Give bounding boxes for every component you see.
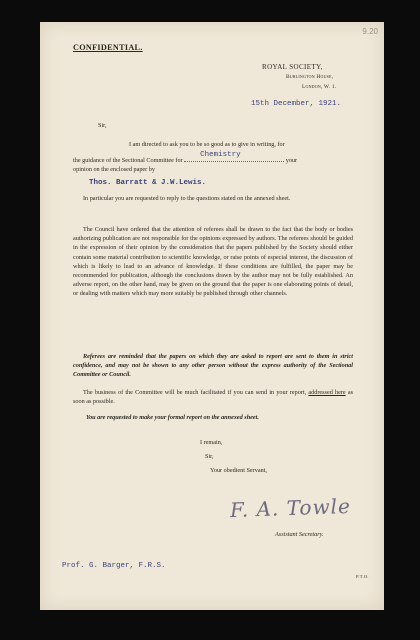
paragraph-6: You are requested to make your formal report on the annexed sheet. — [86, 414, 259, 421]
paragraph-3: The Council have ordered that the attention of referees shall be drawn to the fact that the body or bodies authorizing publication are not responsible for the opinions expressed by authors. The referees should be guided in the expression of their opinion by the consideration that the papers published by the Society should either contain some material contribution to scientific knowledge, or raise points of especial interest, the discussion of which is likely to lead to an advance of knowledge. If these conditions are fulfilled, the paper may be recommended for publication, although the conclusions drawn by the author may not be fully established. An adverse report, on the other hand, may be given on the ground that the paper is one elaborating points of detail, or dealing with matters which may more suitably be published through other channels. — [73, 226, 353, 298]
salutation: Sir, — [98, 122, 107, 129]
pto-mark: P.T.O. — [356, 574, 369, 579]
paragraph-1-line-2 — [73, 151, 353, 164]
committee-field — [184, 151, 284, 162]
paragraph-5-pre: The business of the Committee will be much facilitated if you can send in your report, — [83, 389, 307, 396]
paragraph-2: In particular you are requested to reply to the questions stated on the annexed sheet. — [83, 195, 291, 202]
confidential-heading: CONFIDENTIAL. — [73, 43, 143, 52]
signatory-title: Assistant Secretary. — [275, 531, 324, 538]
paper-authors: Thos. Barratt & J.W.Lewis. — [89, 179, 207, 187]
paragraph-1-line-1: I am directed to ask you to be so good as to give in writing, for — [129, 141, 285, 148]
committee-pre: the guidance of the Sectional Committee for — [73, 157, 183, 164]
address-line-3: London, W. 1. — [302, 84, 337, 90]
address-line-2: Burlington House, — [286, 74, 334, 80]
recipient: Prof. G. Barger, F.R.S. — [62, 562, 166, 570]
paragraph-1-line-3: opinion on the enclosed paper by — [73, 166, 155, 173]
paragraph-5-post: as soon as possible. — [73, 389, 354, 406]
closing-line-3: Your obedient Servant, — [210, 467, 267, 474]
committee-post: your — [285, 157, 298, 164]
paragraph-5-underlined: addressed here — [308, 389, 346, 396]
paragraph-4: Referees are reminded that the papers on which they are asked to report are sent to them in strict confidence, and may not be shown to any other person without the express authority of the Sectional Committee or Council. — [73, 353, 353, 379]
letter-date: 15th December, 1921. — [251, 100, 342, 108]
letter-sheet — [40, 22, 384, 610]
closing-line-1: I remain, — [200, 439, 223, 446]
closing-line-2: Sir, — [205, 453, 214, 460]
archive-reference: 9.20 — [362, 27, 378, 36]
signature: F. A. Towle — [229, 493, 352, 523]
address-line-1: ROYAL SOCIETY, — [262, 63, 323, 71]
committee-name: Chemistry — [200, 151, 241, 159]
paragraph-5 — [73, 388, 353, 406]
